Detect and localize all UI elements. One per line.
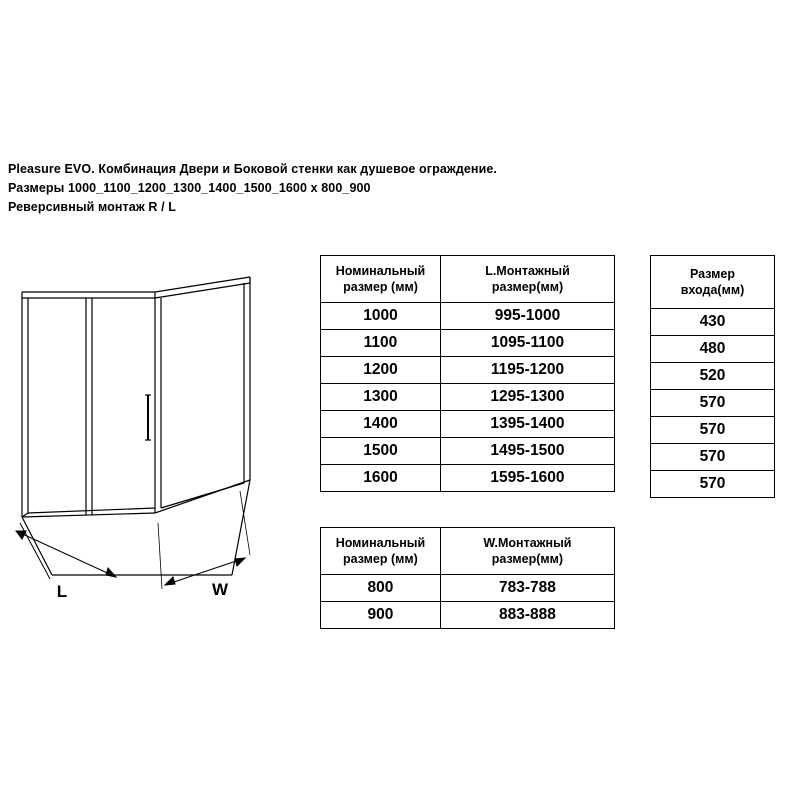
label-l: L <box>56 582 68 601</box>
table-row <box>321 384 615 411</box>
cell-entrance: 570 <box>651 471 775 498</box>
table-width-dimensions <box>320 527 615 629</box>
cell-entrance: 570 <box>651 390 775 417</box>
dim-arrow-l-end <box>106 568 116 577</box>
table-length-header-row <box>321 256 615 303</box>
cell-mount: 1495-1500 <box>440 438 614 465</box>
title-line-2: Размеры 1000_1100_1200_1300_1400_1500_1600 x 800_900 <box>8 181 371 195</box>
dim-arrow-l-start <box>16 531 26 539</box>
table-row <box>321 411 615 438</box>
cell-mount: 1395-1400 <box>440 411 614 438</box>
cell-entrance: 480 <box>651 336 775 363</box>
dim-line-l <box>16 531 116 577</box>
cell-nominal: 1200 <box>321 357 441 384</box>
cell-mount: 883-888 <box>440 602 614 629</box>
top-rail-side <box>155 277 250 292</box>
table-width-header-mount: W.Монтажный размер(мм) <box>440 528 614 575</box>
label-w: W <box>211 580 229 599</box>
ext-line-corner <box>158 523 162 589</box>
title-line-3: Реверсивный монтаж R / L <box>8 200 176 214</box>
table-row <box>651 336 775 363</box>
table-row <box>321 602 615 629</box>
cell-nominal: 1600 <box>321 465 441 492</box>
title-block <box>8 160 628 217</box>
table-length-dimensions <box>320 255 615 492</box>
table-row <box>321 438 615 465</box>
cell-nominal: 900 <box>321 602 441 629</box>
table-row <box>651 471 775 498</box>
table-row <box>651 309 775 336</box>
table-width-header-row <box>321 528 615 575</box>
cell-nominal: 1500 <box>321 438 441 465</box>
table-row <box>321 357 615 384</box>
cell-nominal: 1300 <box>321 384 441 411</box>
cell-entrance: 570 <box>651 417 775 444</box>
cell-mount: 783-788 <box>440 575 614 602</box>
cell-entrance: 570 <box>651 444 775 471</box>
table-length-header-mount: L.Монтажный размер(мм) <box>440 256 614 303</box>
top-rail-side-inner <box>155 283 250 298</box>
table-row <box>321 575 615 602</box>
table-length-header-nominal: Номинальный размер (мм) <box>321 256 441 303</box>
dim-arrow-w-end <box>235 558 245 566</box>
table-entrance-header-row <box>651 256 775 309</box>
cell-entrance: 430 <box>651 309 775 336</box>
table-entrance-header: Размер входа(мм) <box>651 256 775 309</box>
enclosure-svg <box>0 255 300 615</box>
cell-mount: 1095-1100 <box>440 330 614 357</box>
table-row <box>651 444 775 471</box>
table-row <box>651 363 775 390</box>
table-row <box>321 465 615 492</box>
cell-nominal: 800 <box>321 575 441 602</box>
cell-nominal: 1100 <box>321 330 441 357</box>
title-line-1: Pleasure EVO. Комбинация Двери и Боковой стенки как душевое ограждение. <box>8 162 497 176</box>
cell-mount: 1595-1600 <box>440 465 614 492</box>
table-row <box>321 303 615 330</box>
cell-mount: 1295-1300 <box>440 384 614 411</box>
bottom-rail-front <box>22 513 155 517</box>
cell-nominal: 1000 <box>321 303 441 330</box>
cell-entrance: 520 <box>651 363 775 390</box>
table-width-header-nominal: Номинальный размер (мм) <box>321 528 441 575</box>
shower-enclosure-drawing <box>0 255 300 615</box>
table-row <box>321 330 615 357</box>
cell-nominal: 1400 <box>321 411 441 438</box>
table-entrance-size <box>650 255 775 498</box>
cell-mount: 1195-1200 <box>440 357 614 384</box>
cell-mount: 995-1000 <box>440 303 614 330</box>
table-row <box>651 390 775 417</box>
dim-arrow-w-start <box>165 577 175 585</box>
table-row <box>651 417 775 444</box>
bottom-rail-side-inner <box>161 483 244 508</box>
